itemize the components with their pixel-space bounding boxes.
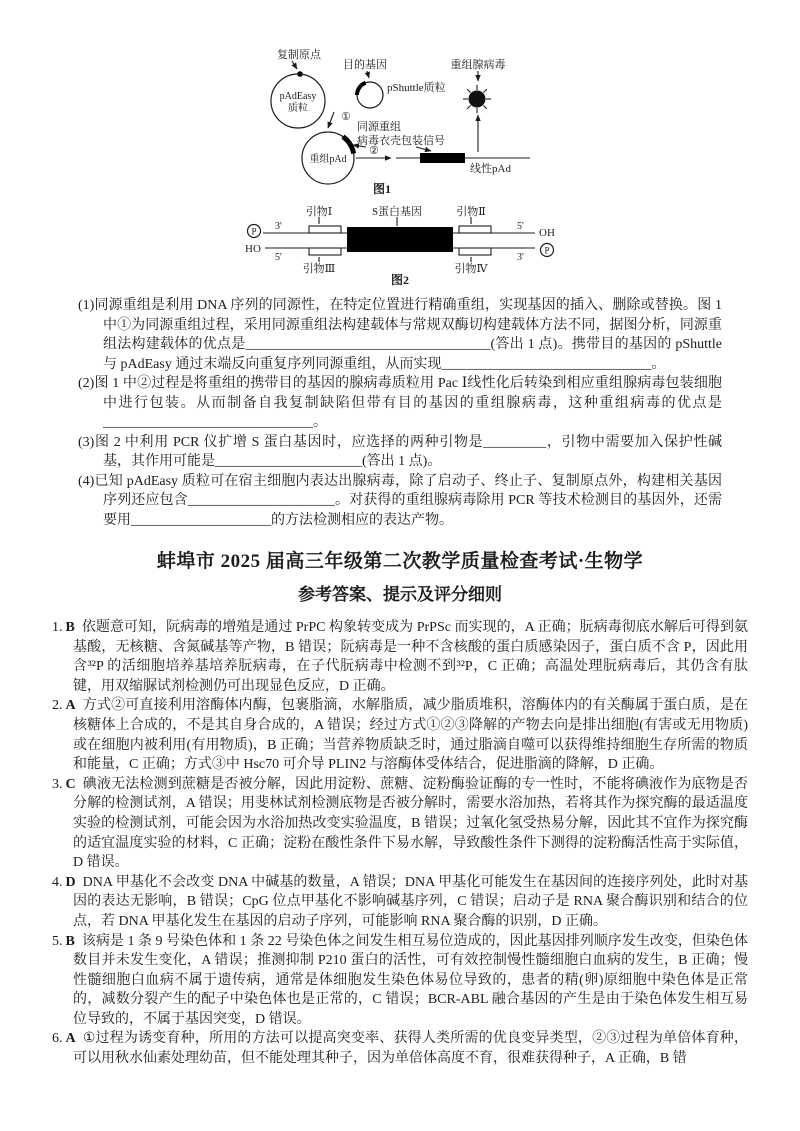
label-pshuttle: pShuttle质粒 <box>387 82 446 94</box>
label-homologous-recombination: 同源重组 <box>357 121 401 133</box>
answer-text: 该病是 1 条 9 号染色体和 1 条 22 号染色体之间发生相互易位造成的，因此基因排列顺序发生改变，但染色体数目并未发生变化，A 错误；推测抑制 P210 蛋白的活性，可有效控制慢性髓细胞白血病的发生，B 正确；慢性髓细胞白血病不属于遗传病，通常是体细胞发生染色体易位导致的，患者的精(卵)原细胞中染色体是正常的，减数分裂产生的配子中染色体也是正常的，C 错误；BCR-ABL 融合基因的产生是由于染色体发生相互易位导致的，不属于基因突变，D 错误。 <box>73 933 748 1027</box>
figure2-caption: 图2 <box>390 273 409 286</box>
label-primer4: 引物Ⅳ <box>454 263 487 275</box>
answer-item-1 <box>52 618 748 696</box>
figure2 <box>233 202 568 286</box>
answer-letter: D <box>65 874 76 890</box>
primer2-box-icon <box>459 226 491 233</box>
answer-number: 1. <box>52 620 63 635</box>
s-gene-bar-icon <box>347 227 453 252</box>
label-primer3: 引物Ⅲ <box>302 263 335 275</box>
label-capsid-signal: 病毒衣壳包装信号 <box>357 135 445 147</box>
label-primer1: 引物Ⅰ <box>305 206 332 218</box>
page-subtitle: 参考答案、提示及评分细则 <box>298 585 502 604</box>
arrow-to-target-gene <box>367 71 369 78</box>
answer-number: 4. <box>52 874 63 890</box>
label-p-left: P <box>250 226 257 237</box>
answer-number: 6. <box>52 1031 63 1047</box>
label-recombinant-pad: 重组pAd <box>309 154 347 165</box>
label-step2: ② <box>369 145 379 157</box>
label-s-protein-gene: S蛋白基因 <box>371 206 422 218</box>
question-4: (4)已知 pAdEasy 质粒可在宿主细胞内表达出腺病毒，除了启动子、终止子、复制原点外，构建相关基因序列还应包含_____________________。对获得的重组腺病毒除用 PCR 等技术检测目的基因外，还需要用____________________的方法检测相应的表达产物。 <box>78 473 722 528</box>
answer-letter: B <box>65 620 75 635</box>
label-replication-origin: 复制原点 <box>277 49 321 61</box>
answer-item-5 <box>52 932 748 1030</box>
virus-icon <box>463 85 491 113</box>
label-oh-right: OH <box>538 227 555 239</box>
page-title: 蚌埠市 2025 届高三年级第二次教学质量检查考试·生物学 <box>156 551 644 572</box>
primer3-box-icon <box>309 248 341 255</box>
question-3: (3)图 2 中利用 PCR 仪扩增 S 蛋白基因时，应选择的两种引物是_________，引物中需要加入保护性碱基，其作用可能是_____________________(答出 1 点)。 <box>78 434 722 469</box>
answer-item-3 <box>52 775 748 873</box>
answer-item-2 <box>52 696 748 774</box>
packaging-signal-segment-icon <box>343 137 354 154</box>
answer-letter: B <box>65 933 75 949</box>
answer-number: 5. <box>52 933 63 949</box>
arrow-to-origin <box>292 61 297 69</box>
step1-arrow <box>328 112 334 128</box>
primer1-box-icon <box>309 226 341 233</box>
figure2-diagram <box>233 202 568 286</box>
answer-letter: A <box>65 698 76 714</box>
answer-item-4 <box>52 873 748 932</box>
label-padeasy: pAdEasy <box>279 91 317 102</box>
label-right-top-prime: 5' <box>516 221 524 232</box>
answer-list <box>52 618 748 1069</box>
figure1 <box>220 44 580 196</box>
label-step1: ① <box>341 111 351 123</box>
answer-letter: A <box>65 1031 76 1047</box>
label-ho-left: HO <box>244 243 261 255</box>
label-padeasy-2: 质粒 <box>288 103 308 114</box>
answer-text: ①过程为诱变育种，所用的方法可以提高突变率、获得人类所需的优良变异类型，②③过程为单倍体育种，可以用秋水仙素处理幼苗，但不能处理其种子，因为单倍体高度不育，很难获得种子，A 正确，B 错 <box>73 1031 748 1067</box>
answer-text: 依题意可知，阮病毒的增殖是通过 PrPC 构象转变成为 PrPSc 而实现的，A 正确；朊病毒彻底水解后可得到氨基酸，无核糖、含氮碱基等产物，B 错误；阮病毒是一种不含核酸的蛋白质感染因子，蛋白质不含 P，因此用含³²P 的活细胞培养基培养朊病毒，在子代朊病毒中检测不到³²P，C 正确；高温处理朊病毒后，其仍含有肽键，用双缩脲试剂检测仍可出现显色反应，D 正确。 <box>73 620 748 694</box>
answer-letter: C <box>65 776 76 792</box>
figure1-diagram <box>220 44 580 196</box>
figure1-caption: 图1 <box>372 182 392 196</box>
pointer-to-linear-signal <box>416 147 431 151</box>
primer4-box-icon <box>459 248 491 255</box>
answer-text: 碘液无法检测到蔗糖是否被分解，因此用淀粉、蔗糖、淀粉酶验证酶的专一性时，不能将碘液作为底物是否分解的检测试剂，A 错误；用斐林试剂检测底物是否被分解时，需要水浴加热，若将其作为探究酶的最适温度实验的检测试剂，可能会因为水浴加热改变实验温度，B 错误；过氧化氢受热易分解，因此其不宜作为探究酶的适宜温度实验的材料，C 正确；淀粉在酸性条件下易水解，导致酸性条件下测得的淀粉酶活性高于实际值，D 错误。 <box>73 776 748 871</box>
answer-text: 方式②可直接利用溶酶体内酶，包裹脂滴，水解脂质，减少脂质堆积，溶酶体内的有关酶属于蛋白质，是在核糖体上合成的，不是其自身合成的，A 错误；经过方式①②③降解的产物去向是排出细胞(有害或无用物质)或在细胞内被利用(有用物质)，B 正确；当营养物质缺乏时，通过脂滴自噬可以获得维持细胞生存所需的物质和能量，C 正确；方式③中 Hsc70 可介导 PLIN2 与溶酶体受体结合，促进脂滴的降解，D 正确。 <box>73 698 748 773</box>
answer-number: 2. <box>52 698 63 714</box>
label-p-right: P <box>543 245 550 256</box>
answer-number: 3. <box>52 776 63 792</box>
label-right-bottom-prime: 3' <box>516 252 524 263</box>
question-list <box>52 296 748 530</box>
answer-text: DNA 甲基化不会改变 DNA 中碱基的数量，A 错误；DNA 甲基化可能发生在基因间的连接序列处，此时对基因的表达无影响，B 错误；CpG 位点甲基化不影响碱基序列，C 错误；启动子是 RNA 聚合酶识别和结合的位点，若 DNA 甲基化发生在基因的启动子序列，可能影响 RNA 聚合酶的识别，D 正确。 <box>73 874 748 929</box>
question-2: (2)图 1 中②过程是将重组的携带目的基因的腺病毒质粒用 Pac Ⅰ线性化后转染到相应重组腺病毒包装细胞中进行包装。从而制备自我复制缺陷但带有目的基因的重组腺病毒，这种重组病毒的优点是______________________________。 <box>78 376 722 430</box>
target-gene-segment-icon <box>357 83 366 95</box>
label-linear-pad: 线性pAd <box>470 163 511 175</box>
label-target-gene: 目的基因 <box>343 59 387 71</box>
label-recombinant-adenovirus: 重组腺病毒 <box>450 59 506 71</box>
question-1: (1)同源重组是利用 DNA 序列的同源性，在特定位置进行精确重组，实现基因的插入、删除或替换。图 1 中①为同源重组过程，采用同源重组法构建载体与常规双酶切构建载体方法不同，据图分析，同源重组法构建载体的优点是___________________________________(答出 1 点)。携带目的基因的 pShuttle 与 pAdEasy 通过末端反向重复序列同源重组，从而实现______________________________。 <box>78 298 722 372</box>
label-primer2: 引物Ⅱ <box>455 206 486 218</box>
linear-pad-signal-box-icon <box>420 153 465 163</box>
answer-item-6 <box>52 1029 748 1068</box>
label-left-top-prime: 3' <box>274 221 282 232</box>
label-left-bottom-prime: 5' <box>274 252 282 263</box>
